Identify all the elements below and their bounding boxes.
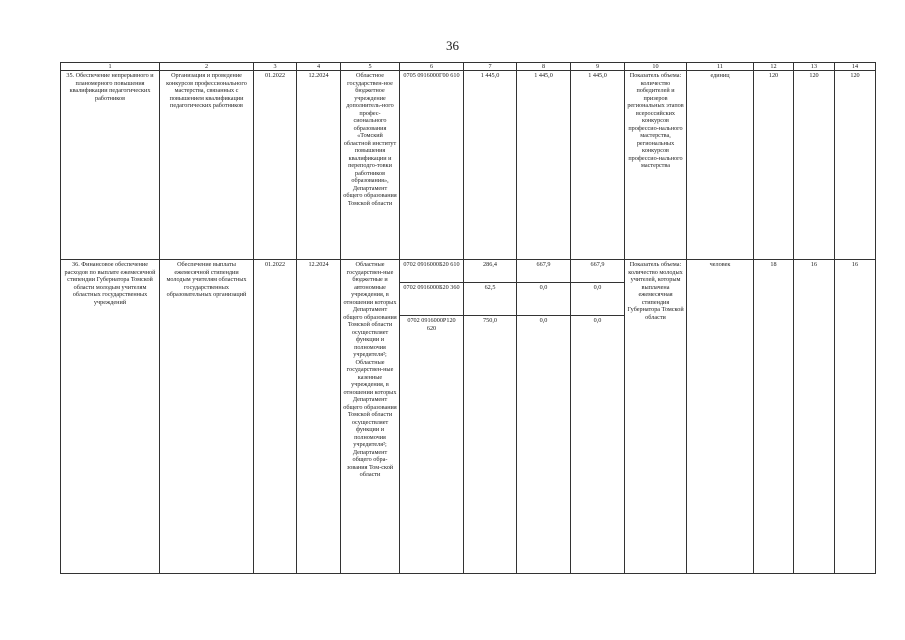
col-number: 8 (517, 63, 571, 71)
amount-col-8: 1 445,0 (517, 71, 571, 260)
amount-col-8: 0,0 (517, 316, 571, 574)
col-number: 3 (254, 63, 297, 71)
executor: Областное государствен-ное бюджетное учреждение дополнитель-ного профес-сионального образования «Томский областной институт повышения квалификации и переподго-товки работников образования», Департамент общего образования Томской области (341, 71, 400, 260)
amount-col-7: 286,4 (464, 260, 517, 283)
table-row (61, 71, 876, 260)
col-number: 5 (341, 63, 400, 71)
budget-code: 0702 0916000Б20 360 (400, 283, 464, 316)
amount-col-9: 0,0 (571, 316, 625, 574)
col-number: 7 (464, 63, 517, 71)
end-date: 12.2024 (297, 71, 341, 260)
amount-col-9: 667,9 (571, 260, 625, 283)
col-number: 12 (754, 63, 794, 71)
budget-code: 0705 0916000Г00 610 (400, 71, 464, 260)
col-number: 11 (687, 63, 754, 71)
value-col-14: 120 (835, 71, 876, 260)
amount-col-7: 62,5 (464, 283, 517, 316)
value-col-12: 120 (754, 71, 794, 260)
indicator: Показатель объема: количество победителей и призеров региональных этапов всероссийских конкурсов профессио-нального мастерства, региональных конкурсов профессио-нального мастерства (625, 71, 687, 260)
column-number-row (61, 63, 876, 71)
start-date: 01.2022 (254, 260, 297, 574)
value-col-13: 16 (794, 260, 835, 574)
col-number: 6 (400, 63, 464, 71)
amount-col-7: 750,0 (464, 316, 517, 574)
table-row (61, 260, 876, 283)
end-date: 12.2024 (297, 260, 341, 574)
col-number: 10 (625, 63, 687, 71)
col-number: 4 (297, 63, 341, 71)
col-number: 9 (571, 63, 625, 71)
event-description: Организация и проведение конкурсов профессионального мастерства, связанных с повышением квалификации педагогических работников (160, 71, 254, 260)
page-number: 36 (446, 38, 459, 53)
amount-col-8: 0,0 (517, 283, 571, 316)
amount-col-9: 0,0 (571, 283, 625, 316)
executor: Областные государствен-ные бюджетные и автономные учреждения, в отношении которых Департамент общего образования Томской области осуществляет функции и полномочия учредителя²; Областные государствен-ные казенные учреждения, в отношении которых Департамент общего образования Томской области осуществляет функции и полномочия учредителя²; Департамент общего обра-зования Том-ской области (341, 260, 400, 574)
event-description: Обеспечение выплаты ежемесячной стипендии молодым учителям областных государственных образовательных организаций (160, 260, 254, 574)
budget-code: 0702 0916000Б20 610 (400, 260, 464, 283)
col-number: 13 (794, 63, 835, 71)
budget-code: 0702 0916000Р120 620 (400, 316, 464, 574)
amount-col-7: 1 445,0 (464, 71, 517, 260)
unit: единиц (687, 71, 754, 260)
value-col-13: 120 (794, 71, 835, 260)
task-name: 36. Финансовое обеспечение расходов по выплате ежемесячной стипендии Губернатора Томской области молодым учителям областных государственных учреждений (61, 260, 160, 574)
program-activities-table (60, 62, 876, 574)
amount-col-8: 667,9 (517, 260, 571, 283)
value-col-14: 16 (835, 260, 876, 574)
value-col-12: 18 (754, 260, 794, 574)
amount-col-9: 1 445,0 (571, 71, 625, 260)
col-number: 1 (61, 63, 160, 71)
indicator: Показатель объема: количество молодых учителей, которым выплачена ежемесячная стипендия Губернатора Томской области (625, 260, 687, 574)
task-name: 35. Обеспечение непрерывного и планомерного повышения квалификации педагогических работников (61, 71, 160, 260)
unit: человек (687, 260, 754, 574)
start-date: 01.2022 (254, 71, 297, 260)
col-number: 2 (160, 63, 254, 71)
col-number: 14 (835, 63, 876, 71)
